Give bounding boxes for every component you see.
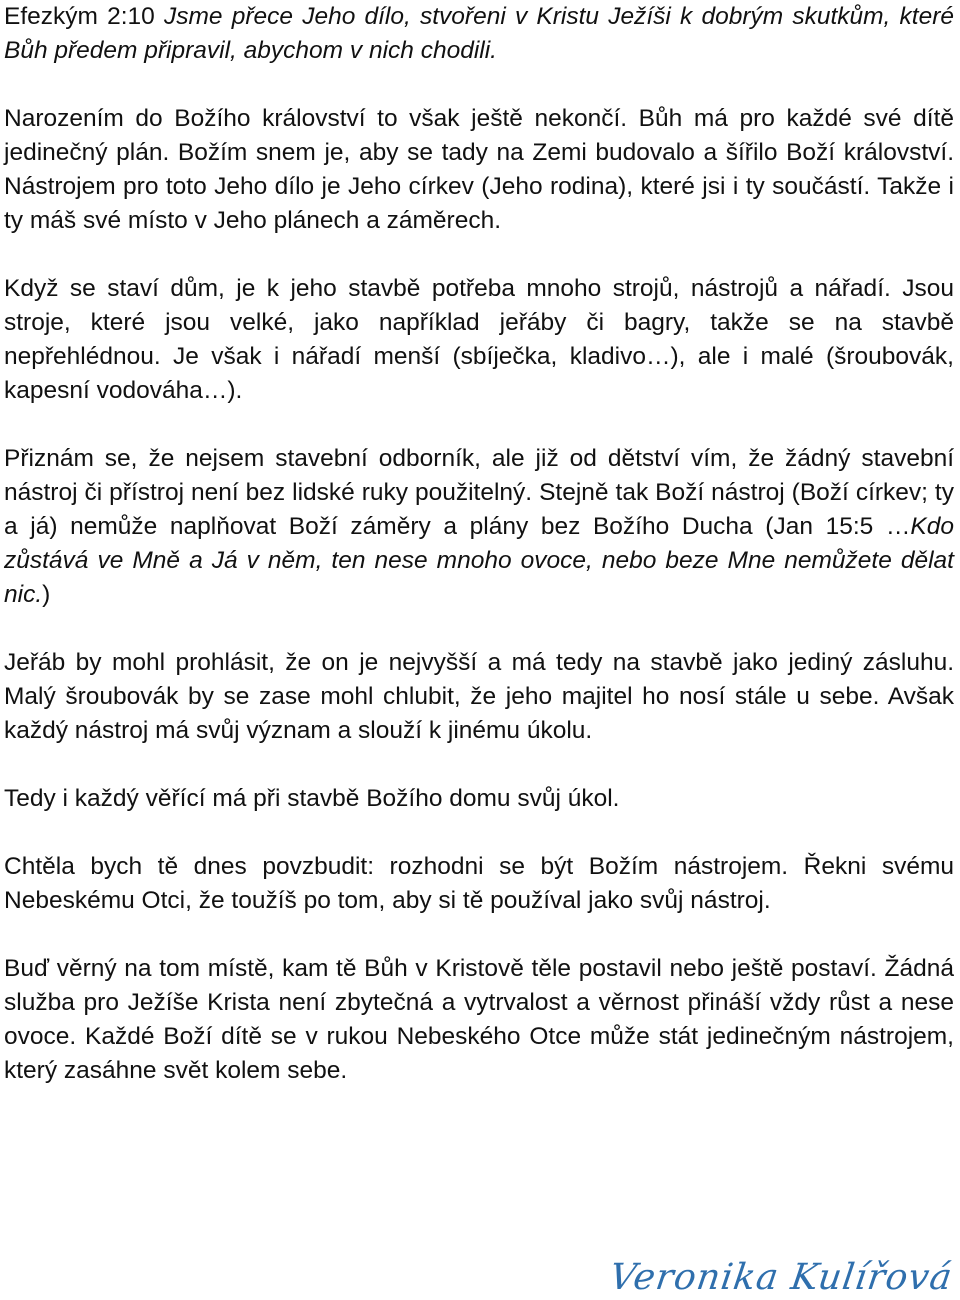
text-run: Efezkým 2:10 bbox=[4, 3, 164, 30]
paragraph-8 bbox=[4, 952, 954, 1088]
bible-quote: Jsme přece Jeho dílo, stvořeni v Kristu Ježíši k dobrým skutkům, které Bůh předem připravil, abychom v nich chodili. bbox=[4, 3, 955, 64]
text-run: Přiznám se, že nejsem stavební odborník, ale již od dětství vím, že žádný stavební nástroj či přístroj není bez lidské ruky použitelný. Stejně tak Boží nástroj (Boží církev; ty a já) nemůže naplňovat Boží záměry a plány bez Božího Ducha (Jan 15:5 … bbox=[4, 445, 954, 540]
paragraph-5 bbox=[4, 646, 954, 748]
paragraph-7 bbox=[4, 850, 954, 918]
paragraph-3 bbox=[4, 272, 954, 408]
document-body bbox=[4, 0, 954, 1122]
paragraph-1 bbox=[4, 0, 954, 68]
text-run: Jeřáb by mohl prohlásit, že on je nejvyšší a má tedy na stavbě jako jediný zásluhu. Malý šroubovák by se zase mohl chlubit, že jeho majitel ho nosí stále u sebe. Avšak každý nástroj má svůj význam a slouží k jinému úkolu. bbox=[4, 649, 954, 744]
text-run: Chtěla bych tě dnes povzbudit: rozhodni se být Božím nástrojem. Řekni svému Nebeskému Otci, že toužíš po tom, aby si tě používal jako svůj nástroj. bbox=[4, 853, 954, 914]
paragraph-2 bbox=[4, 102, 954, 238]
text-run: Narozením do Božího království to však ještě nekončí. Bůh má pro každé své dítě jedinečný plán. Božím snem je, aby se tady na Zemi budovalo a šířilo Boží království. Nástrojem pro toto Jeho dílo je Jeho církev (Jeho rodina), které jsi i ty součástí. Takže i ty máš své místo v Jeho plánech a záměrech. bbox=[4, 105, 954, 234]
author-signature: Veronika Kulířová bbox=[606, 1257, 955, 1298]
text-run: Tedy i každý věřící má při stavbě Božího domu svůj úkol. bbox=[4, 785, 620, 812]
text-run: Buď věrný na tom místě, kam tě Bůh v Kristově těle postavil nebo ještě postaví. Žádná služba pro Ježíše Krista není zbytečná a vytrvalost a věrnost přináší vždy růst a nese ovoce. Každé Boží dítě se v rukou Nebeského Otce může stát jedinečným nástrojem, který zasáhne svět kolem sebe. bbox=[4, 955, 954, 1084]
text-run: Když se staví dům, je k jeho stavbě potřeba mnoho strojů, nástrojů a nářadí. Jsou stroje, které jsou velké, jako například jeřáby či bagry, takže se na stavbě nepřehlédnou. Je však i nářadí menší (sbíječka, kladivo…), ale i malé (šroubovák, kapesní vodováha…). bbox=[4, 275, 954, 404]
paragraph-6 bbox=[4, 782, 954, 816]
bible-quote: Kdo zůstává ve Mně a Já v něm, ten nese mnoho ovoce, nebo beze Mne nemůžete dělat nic. bbox=[4, 513, 954, 608]
text-run: ) bbox=[42, 581, 51, 608]
paragraph-4 bbox=[4, 442, 954, 612]
